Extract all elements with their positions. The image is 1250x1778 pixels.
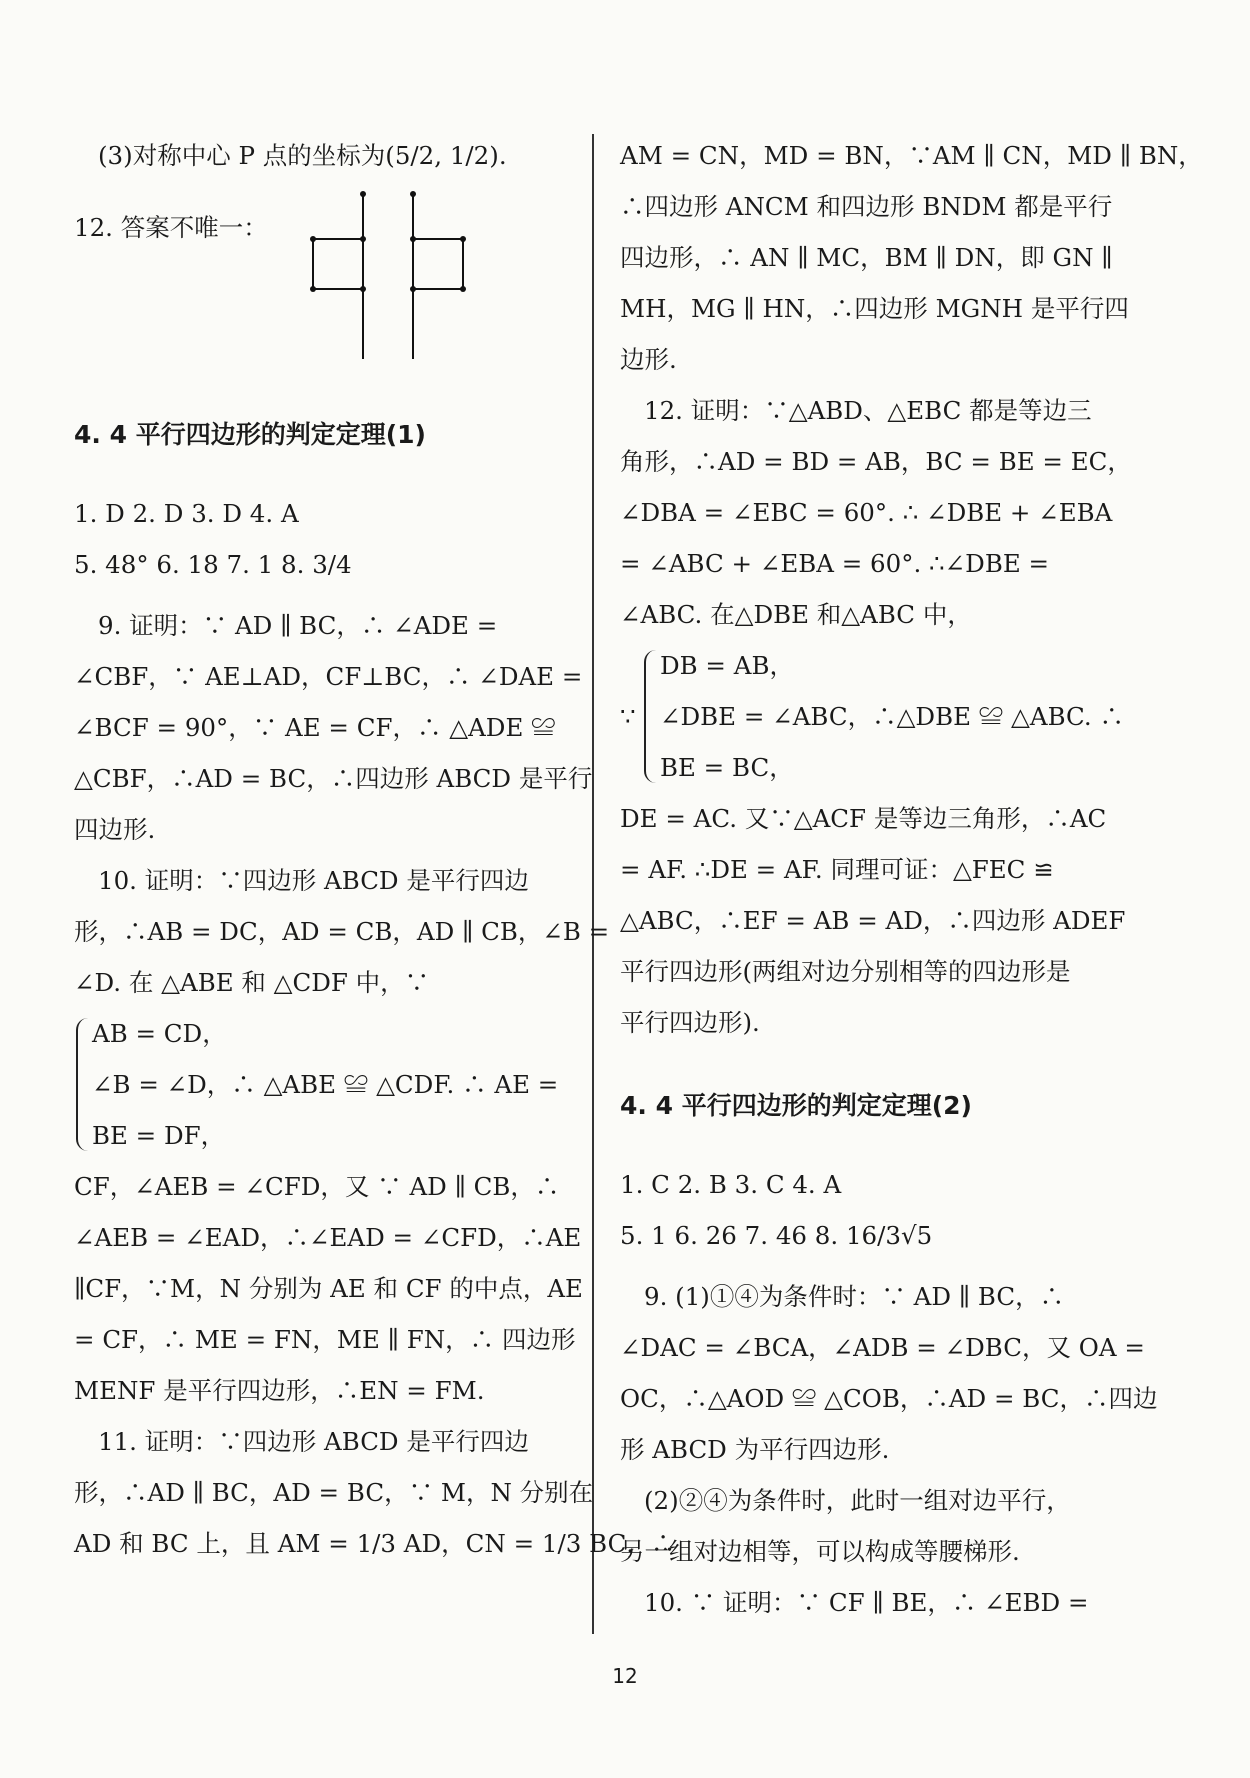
text-line: 四边形.	[74, 815, 156, 844]
text-line: = AF. ∴DE = AF. 同理可证：△FEC ≌	[620, 855, 1054, 884]
text-line: AD 和 BC 上，且 AM = 1/3 AD，CN = 1/3 BC，∴	[74, 1529, 676, 1558]
text-line: DE = AC. 又∵△ACF 是等边三角形，∴AC	[620, 804, 1107, 833]
because-symbol: ∵	[620, 702, 636, 731]
text-line: 12. 证明：∵△ABD、△EBC 都是等边三	[644, 396, 1092, 425]
text-line: 9. 证明：∵ AD ∥ BC，∴ ∠ADE =	[98, 611, 498, 640]
section-heading: 4. 4 平行四边形的判定定理(2)	[620, 1091, 972, 1120]
text-line: 形，∴AD ∥ BC，AD = BC，∵ M，N 分别在	[74, 1478, 594, 1507]
section-heading: 4. 4 平行四边形的判定定理(1)	[74, 420, 426, 449]
text-line: (3)对称中心 P 点的坐标为(5/2, 1/2).	[98, 141, 507, 170]
text-line: 12. 答案不唯一：	[74, 213, 268, 242]
text-line: △CBF，∴AD = BC，∴四边形 ABCD 是平行	[74, 764, 593, 793]
text-line: 平行四边形(两组对边分别相等的四边形是	[620, 957, 1071, 986]
text-line: ∠D. 在 △ABE 和 △CDF 中，∵	[74, 968, 430, 997]
text-line: 11. 证明：∵四边形 ABCD 是平行四边	[98, 1427, 529, 1456]
answers-5-8: 5. 1 6. 26 7. 46 8. 16/3√5	[620, 1221, 933, 1250]
text-line: 边形.	[620, 345, 677, 374]
text-line: AM = CN，MD = BN，∵AM ∥ CN，MD ∥ BN，	[620, 141, 1203, 170]
text-line: = ∠ABC + ∠EBA = 60°. ∴∠DBE =	[620, 549, 1050, 578]
text-line: = CF，∴ ME = FN，ME ∥ FN，∴ 四边形	[74, 1325, 576, 1354]
text-line: ∠ABC. 在△DBE 和△ABC 中，	[620, 600, 972, 629]
text-line: ∠DAC = ∠BCA，∠ADB = ∠DBC，又 OA =	[620, 1333, 1145, 1362]
page-number: 12	[612, 1664, 638, 1688]
text-line: MH，MG ∥ HN，∴四边形 MGNH 是平行四	[620, 294, 1129, 323]
text-line: CF，∠AEB = ∠CFD，又 ∵ AD ∥ CB，∴	[74, 1172, 560, 1201]
text-line: 另一组对边相等，可以构成等腰梯形.	[620, 1537, 1020, 1566]
condition-brace	[74, 1008, 594, 1161]
text-line: (2)②④为条件时，此时一组对边平行，	[644, 1486, 1071, 1515]
text-line: 平行四边形).	[620, 1008, 760, 1037]
text-line: 四边形，∴ AN ∥ MC，BM ∥ DN，即 GN ∥	[620, 243, 1113, 272]
text-line: BE = DF，	[92, 1121, 226, 1150]
answers-1-4: 1. C 2. B 3. C 4. A	[620, 1170, 842, 1199]
text-line: DB = AB，	[660, 651, 794, 680]
text-line: ∴四边形 ANCM 和四边形 BNDM 都是平行	[620, 192, 1113, 221]
text-line: ∠AEB = ∠EAD，∴∠EAD = ∠CFD，∴AE	[74, 1223, 582, 1252]
text-line: ∠B = ∠D，∴ △ABE ≌ △CDF. ∴ AE =	[92, 1070, 559, 1099]
text-line: 角形，∴AD = BD = AB，BC = BE = EC，	[620, 447, 1132, 476]
condition-brace	[642, 640, 1124, 793]
text-line: ∠DBA = ∠EBC = 60°. ∴ ∠DBE + ∠EBA	[620, 498, 1113, 527]
text-line: ∥CF，∵M，N 分别为 AE 和 CF 的中点，AE	[74, 1274, 583, 1303]
text-line: OC，∴△AOD ≌ △COB，∴AD = BC，∴四边	[620, 1384, 1158, 1413]
answers-1-4: 1. D 2. D 3. D 4. A	[74, 499, 299, 528]
text-line: ∠DBE = ∠ABC，∴△DBE ≌ △ABC. ∴	[660, 702, 1124, 731]
text-line: MENF 是平行四边形，∴EN = FM.	[74, 1376, 485, 1405]
text-line: 9. (1)①④为条件时：∵ AD ∥ BC，∴	[644, 1282, 1065, 1311]
text-line: 形，∴AB = DC，AD = CB，AD ∥ CB，∠B =	[74, 917, 610, 946]
answers-5-8: 5. 48° 6. 18 7. 1 8. 3/4	[74, 550, 352, 579]
left-column	[74, 130, 676, 1569]
condition-brace-group	[620, 640, 1124, 793]
text-line: △ABC，∴EF = AB = AD，∴四边形 ADEF	[620, 906, 1126, 935]
right-column	[620, 130, 1203, 1628]
text-line: BE = BC，	[660, 753, 794, 782]
symmetric-figure	[308, 189, 488, 359]
text-line: 10. 证明：∵四边形 ABCD 是平行四边	[98, 866, 529, 895]
text-line: 10. ∵ 证明：∵ CF ∥ BE，∴ ∠EBD =	[644, 1588, 1089, 1617]
text-line: 形 ABCD 为平行四边形.	[620, 1435, 890, 1464]
text-line: ∠BCF = 90°，∵ AE = CF，∴ △ADE ≌	[74, 713, 556, 742]
text-line: AB = CD，	[92, 1019, 227, 1048]
q12-answer-figure	[74, 209, 594, 409]
text-line: ∠CBF，∵ AE⊥AD，CF⊥BC，∴ ∠DAE =	[74, 662, 583, 691]
